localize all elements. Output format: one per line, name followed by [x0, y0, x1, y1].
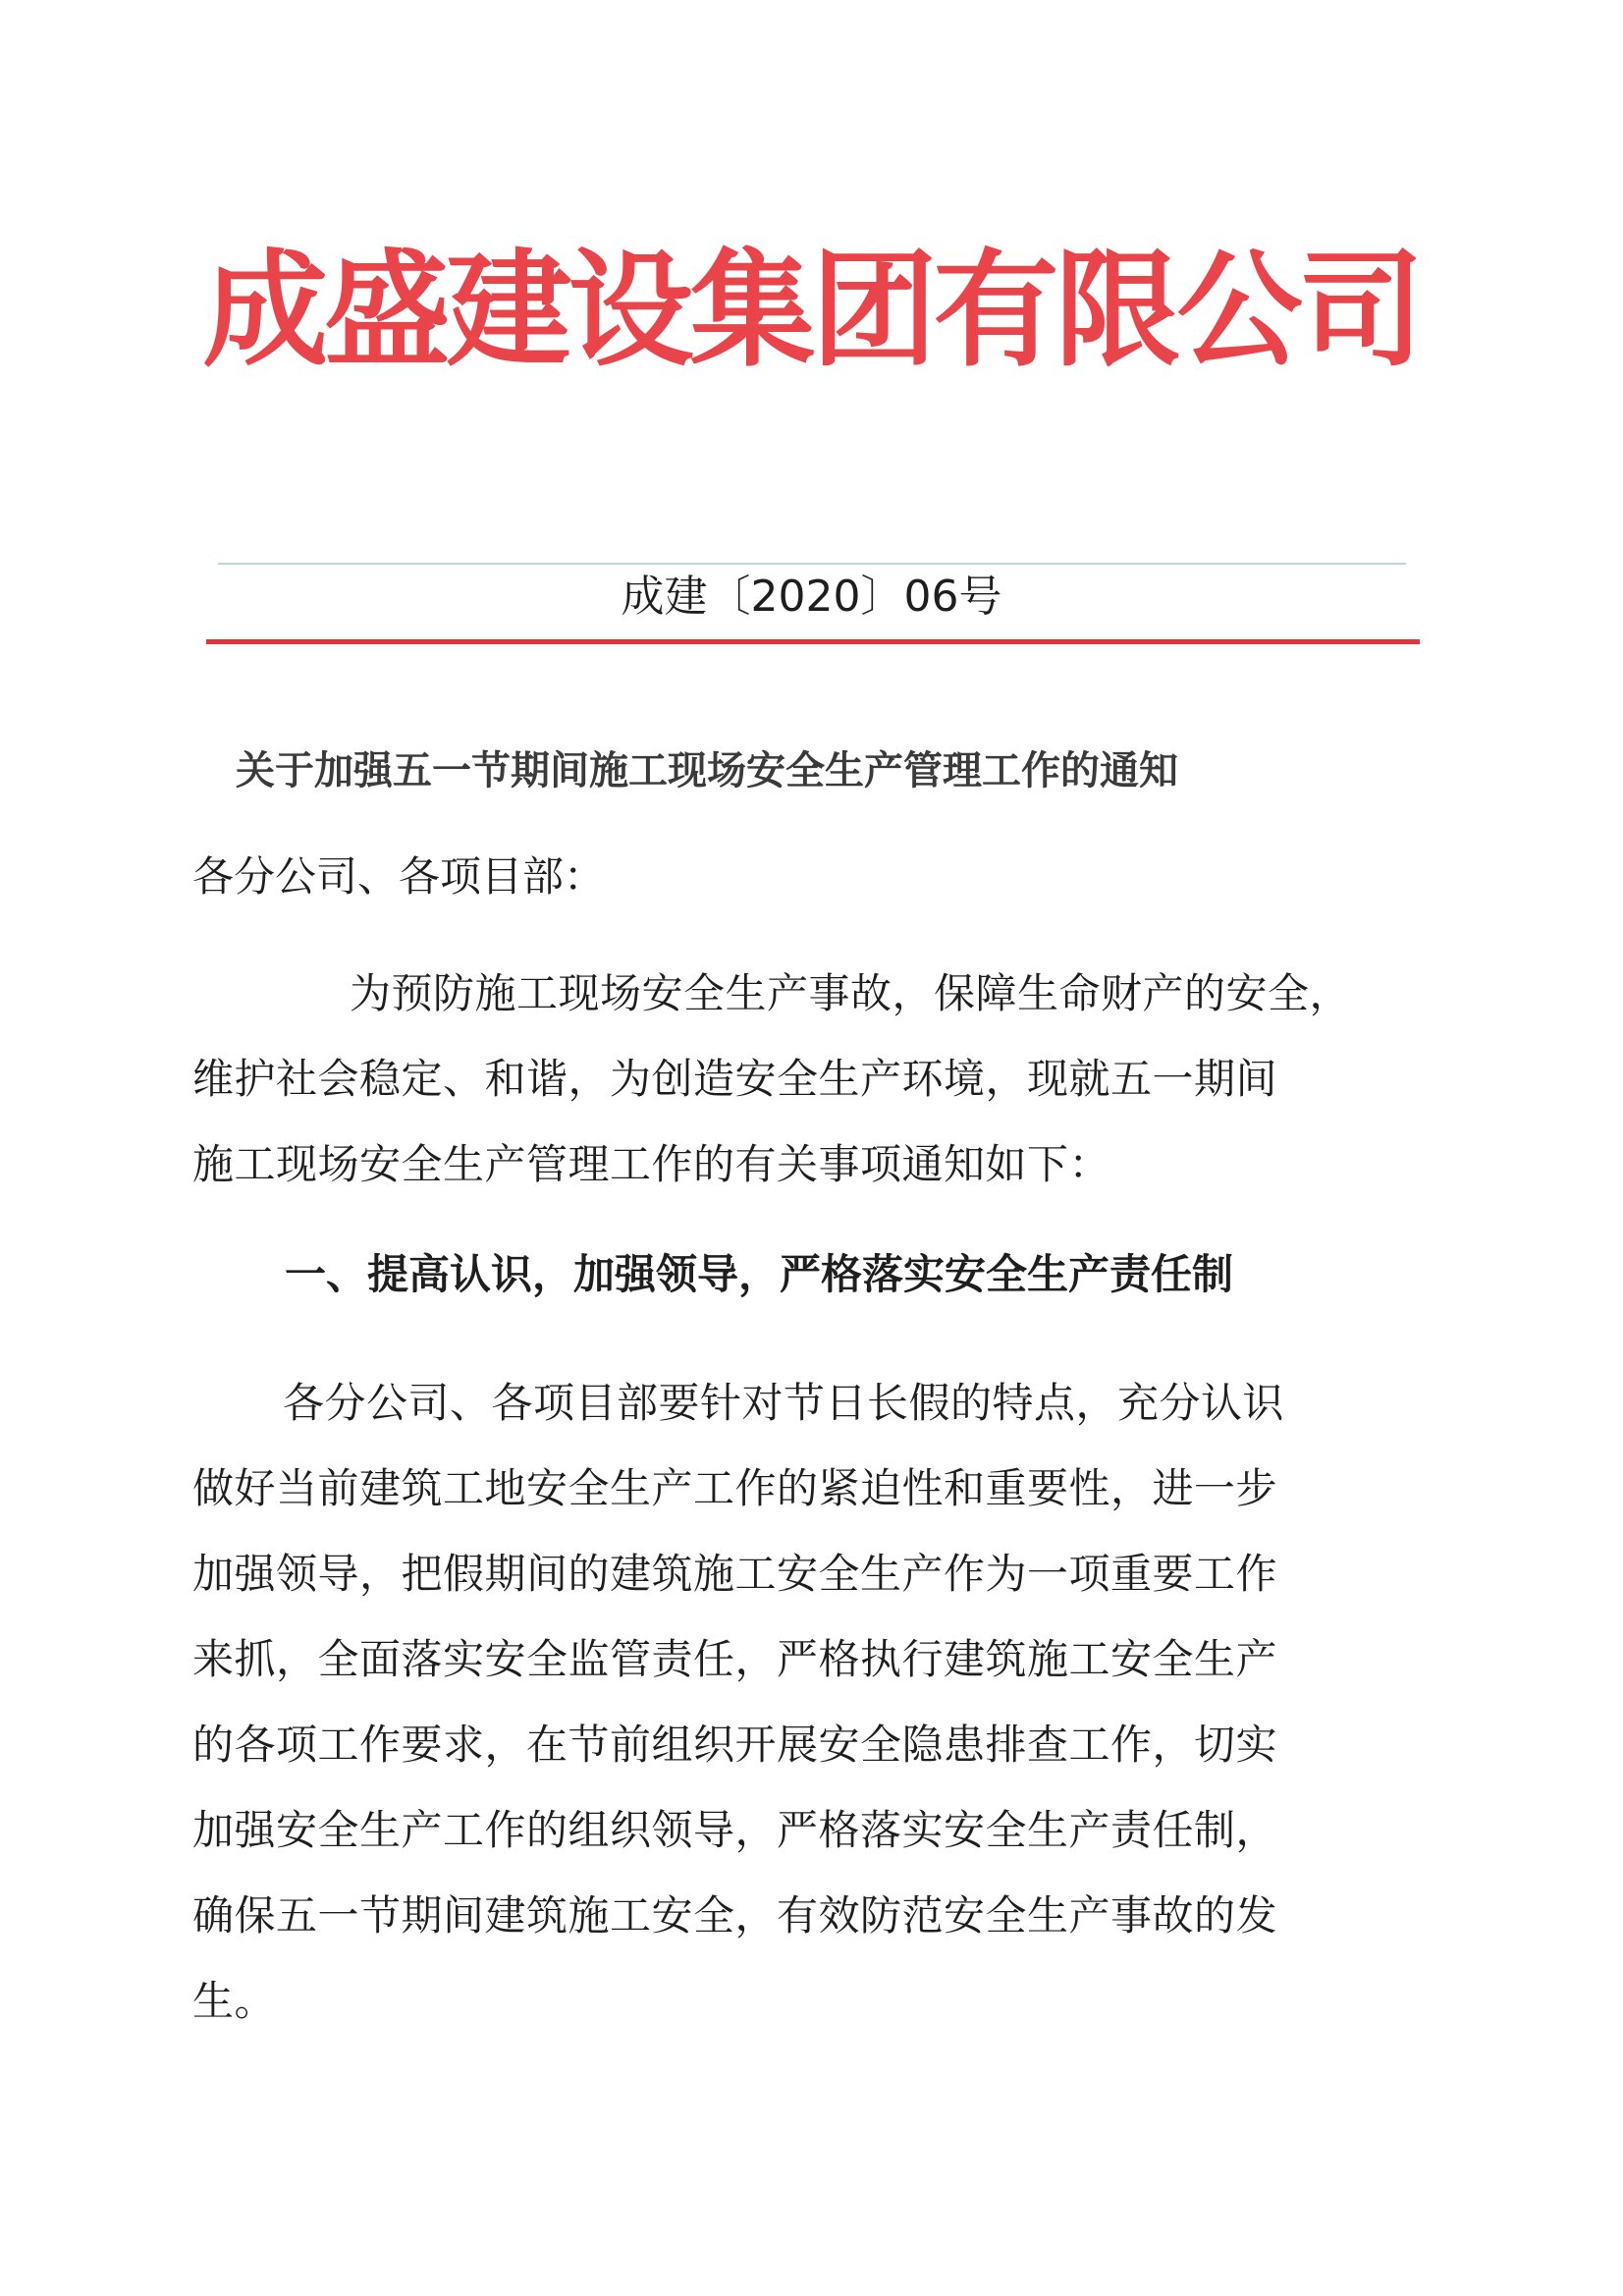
intro-paragraph: [192, 951, 1380, 1207]
intro-line: 施工现场安全生产管理工作的有关事项通知如下：: [192, 1140, 1111, 1188]
section-1-line: 生。: [192, 1977, 277, 2025]
section-1-paragraph: [192, 1360, 1380, 2044]
document-number: 成建〔2020〕06号: [621, 572, 1002, 622]
red-divider: [206, 639, 1420, 644]
intro-line: 维护社会稳定、和谐，为创造安全生产环境，现就五一期间: [192, 1055, 1278, 1103]
section-1-line: 确保五一节期间建筑施工安全，有效防范安全生产事故的发: [192, 1891, 1278, 1940]
notice-title: 关于加强五一节期间施工现场安全生产管理工作的通知: [236, 748, 1178, 793]
section-1-line: 来抓，全面落实安全监管责任，严格执行建筑施工安全生产: [192, 1635, 1278, 1683]
top-divider: [218, 563, 1406, 565]
section-1-line: 加强领导，把假期间的建筑施工安全生产作为一项重要工作: [192, 1550, 1278, 1598]
salutation: 各分公司、各项目部：: [192, 852, 606, 901]
section-1-line: 的各项工作要求，在节前组织开展安全隐患排查工作，切实: [192, 1721, 1278, 1769]
organization-header: 成盛建设集团有限公司: [202, 238, 1421, 384]
intro-line: 为预防施工现场安全生产事故，保障生命财产的安全，: [350, 969, 1352, 1017]
section-1-line: 加强安全生产工作的组织领导，严格落实安全生产责任制，: [192, 1806, 1278, 1854]
section-1-line: 各分公司、各项目部要针对节日长假的特点，充分认识: [283, 1379, 1285, 1427]
section-1-line: 做好当前建筑工地安全生产工作的紧迫性和重要性，进一步: [192, 1464, 1278, 1512]
section-1-heading: 一、提高认识，加强领导，严格落实安全生产责任制: [285, 1250, 1234, 1298]
